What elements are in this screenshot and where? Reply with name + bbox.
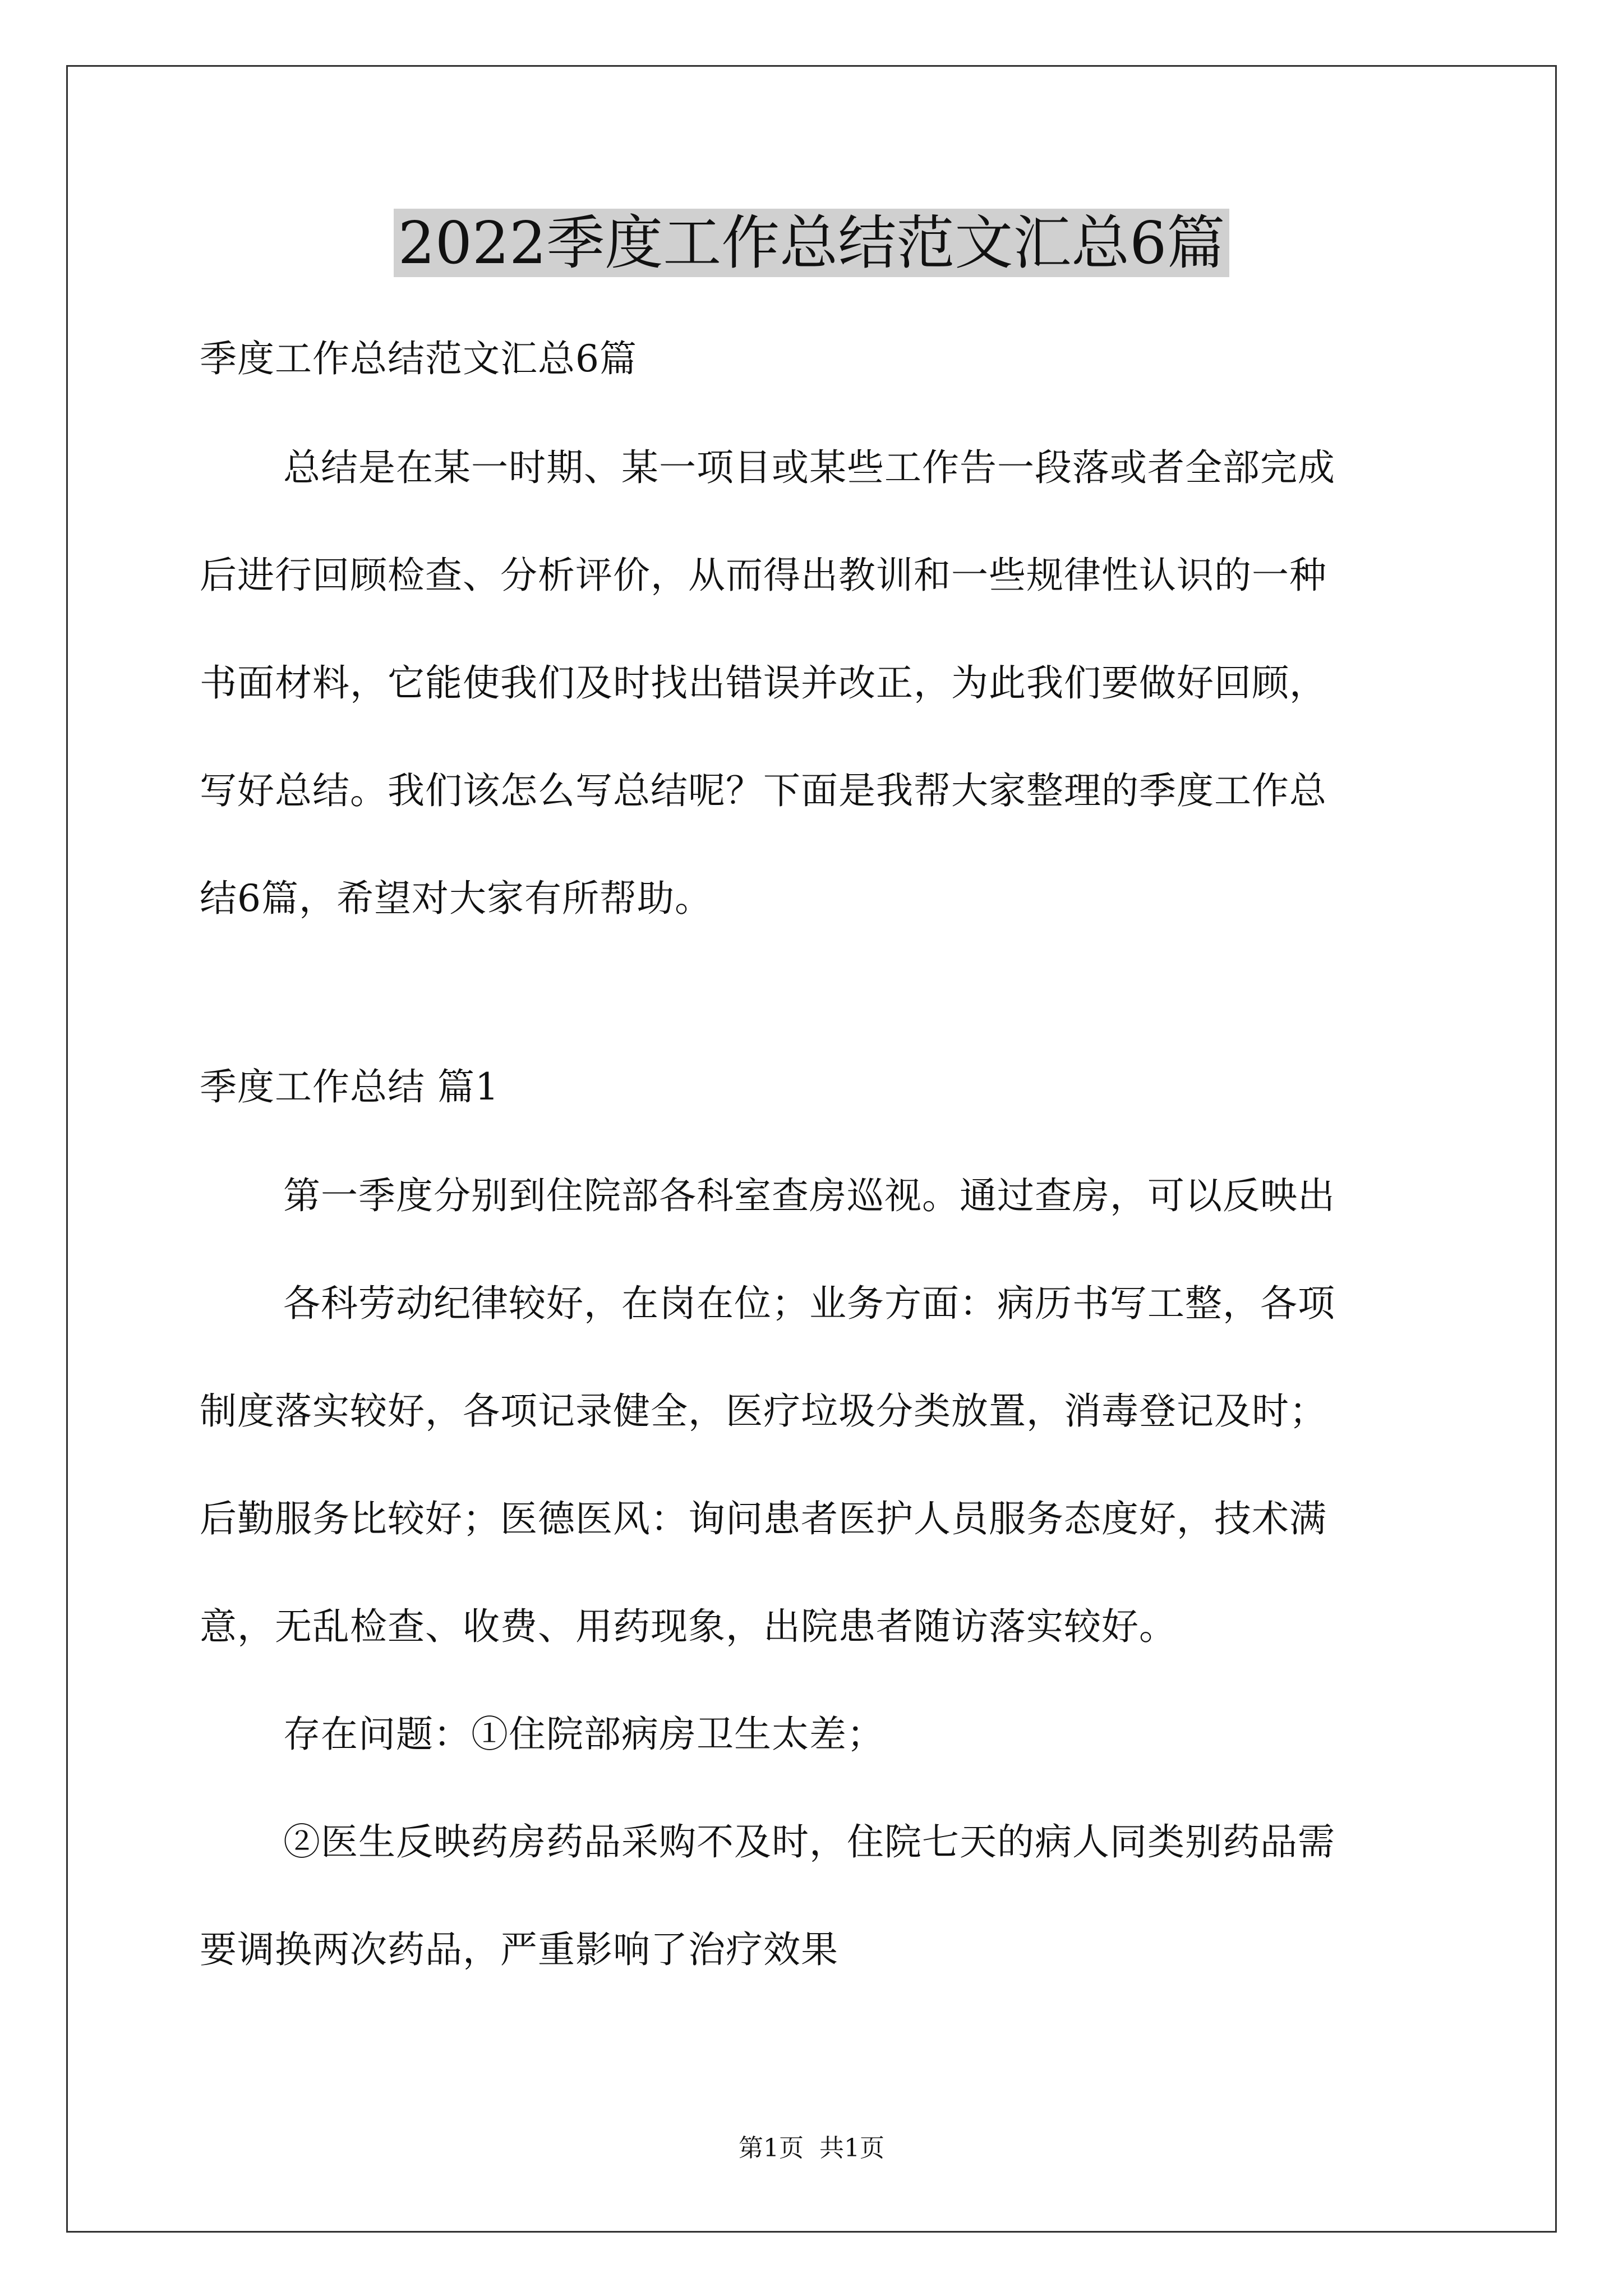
section-line: 意，无乱检查、收费、用药现象，出院患者随访落实较好。 [200, 1605, 1177, 1648]
section-line: 存在问题：①住院部病房卫生太差； [283, 1713, 884, 1756]
section-line: 第一季度分别到住院部各科室查房巡视。通过查房，可以反映出 [283, 1174, 1335, 1217]
intro-line: 写好总结。我们该怎么写总结呢？下面是我帮大家整理的季度工作总 [200, 769, 1327, 812]
section-heading: 季度工作总结 篇1 [200, 1065, 499, 1108]
document-subtitle: 季度工作总结范文汇总6篇 [200, 337, 637, 380]
intro-line: 结6篇，希望对大家有所帮助。 [200, 877, 712, 920]
document-title-text: 2022季度工作总结范文汇总6篇 [394, 209, 1230, 277]
section-line: ②医生反映药房药品采购不及时，住院七天的病人同类别药品需 [283, 1820, 1335, 1864]
section-line: 后勤服务比较好；医德医风：询问患者医护人员服务态度好，技术满 [200, 1497, 1327, 1540]
section-line: 制度落实较好，各项记录健全，医疗垃圾分类放置，消毒登记及时； [200, 1389, 1327, 1433]
page-border [66, 65, 1557, 2233]
page-footer [0, 2132, 1623, 2165]
page-number: 第1页 [739, 2134, 804, 2162]
intro-line: 后进行回顾检查、分析评价，从而得出教训和一些规律性认识的一种 [200, 554, 1327, 597]
section-line: 要调换两次药品，严重影响了治疗效果 [200, 1928, 838, 1971]
intro-line: 书面材料，它能使我们及时找出错误并改正，为此我们要做好回顾， [200, 661, 1327, 705]
intro-line: 总结是在某一时期、某一项目或某些工作告一段落或者全部完成 [283, 446, 1335, 489]
document-title [0, 206, 1623, 279]
page-total: 共1页 [819, 2134, 884, 2162]
section-line: 各科劳动纪律较好，在岗在位；业务方面：病历书写工整，各项 [283, 1282, 1335, 1325]
